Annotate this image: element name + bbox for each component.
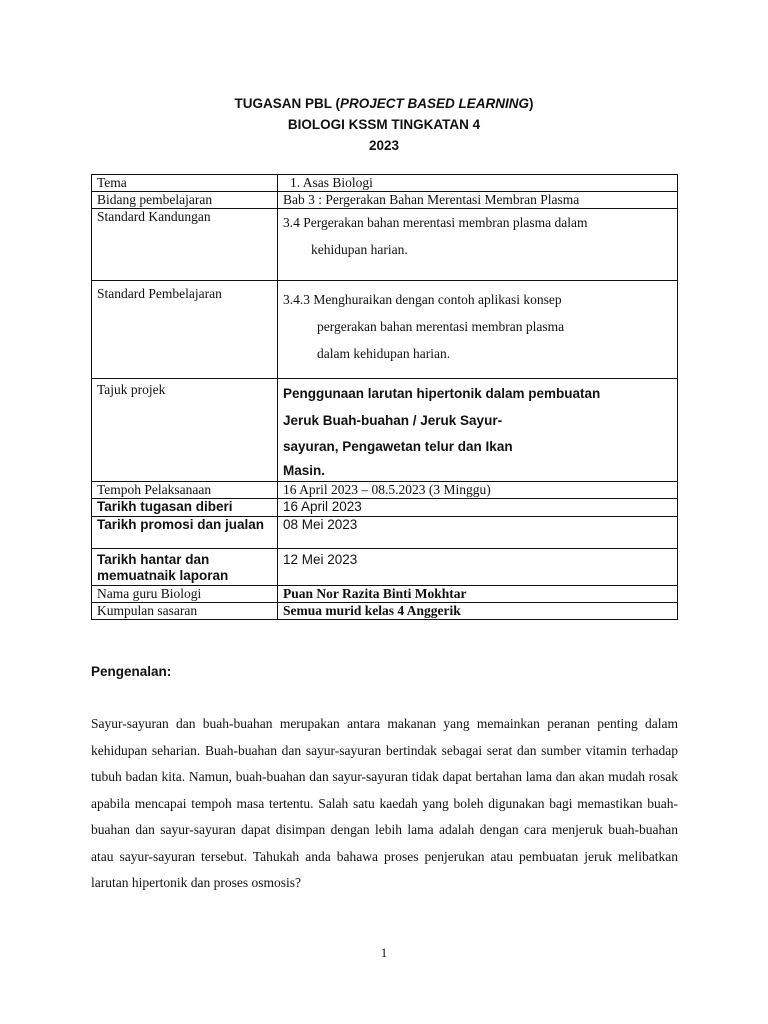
table-row-tajuk bbox=[92, 379, 678, 482]
header-title: TUGASAN PBL (PROJECT BASED LEARNING) bbox=[234, 96, 534, 111]
header-year: 2023 bbox=[368, 138, 400, 153]
tempoh-value: 16 April 2023 – 08.5.2023 (3 Minggu) bbox=[278, 481, 678, 498]
tajuk-label: Tajuk projek bbox=[92, 379, 278, 482]
intro-paragraph: Sayur-sayuran dan buah-buahan merupakan antara makanan yang memainkan peranan penting dalam kehidupan seharian. Buah-buahan dan sayur-sayuran bertindak sebagai serat dan sumber vitamin terhadap tubuh badan kita. Namun, buah-buahan dan sayur-sayuran tidak dapat bertahan lama dan akan mudah rosak apabila mencapai tempoh masa tertentu. Salah satu kaedah yang boleh digunakan bagi memastikan buah-buahan dan sayur-sayuran dapat disimpan dengan lebih lama adalah dengan cara menjeruk buah-buahan atau sayur-sayuran tersebut. Tahukah anda bahawa proses penjerukan atau pembuatan jeruk melibatkan larutan hipertonik dan proses osmosis? bbox=[91, 716, 678, 890]
header-subject: BIOLOGI KSSM TINGKATAN 4 bbox=[287, 117, 481, 132]
tarikh-diberi-label: Tarikh tugasan diberi bbox=[92, 498, 278, 516]
tarikh-hantar-label: Tarikh hantar dan memuatnaik laporan bbox=[92, 548, 278, 585]
table-row-tarikh-diberi bbox=[92, 498, 678, 516]
kumpulan-value: Semua murid kelas 4 Anggerik bbox=[278, 602, 678, 619]
bidang-label: Bidang pembelajaran bbox=[92, 192, 278, 209]
table-row-tempoh bbox=[92, 481, 678, 498]
table-row-standard-pembelajaran bbox=[92, 281, 678, 379]
table-row-tarikh-promosi bbox=[92, 516, 678, 548]
table-row-standard-kandungan bbox=[92, 209, 678, 281]
page-number: 1 bbox=[380, 945, 388, 960]
tema-value: 1. Asas Biologi bbox=[278, 175, 678, 192]
tajuk-value: Penggunaan larutan hipertonik dalam pembuatan Jeruk Buah-buahan / Jeruk Sayur- sayuran, Pengawetan telur dan Ikan Masin. bbox=[278, 379, 678, 482]
standard-kandungan-value: 3.4 Pergerakan bahan merentasi membran plasma dalam kehidupan harian. bbox=[278, 209, 678, 281]
intro-heading: Pengenalan: bbox=[91, 664, 172, 679]
document-header bbox=[0, 93, 768, 156]
standard-pembelajaran-label: Standard Pembelajaran bbox=[92, 281, 278, 379]
bidang-value: Bab 3 : Pergerakan Bahan Merentasi Membran Plasma bbox=[278, 192, 678, 209]
table-row-kumpulan bbox=[92, 602, 678, 619]
tarikh-diberi-value: 16 April 2023 bbox=[278, 498, 678, 516]
guru-label: Nama guru Biologi bbox=[92, 585, 278, 602]
kumpulan-label: Kumpulan sasaran bbox=[92, 602, 278, 619]
table-row-tema bbox=[92, 175, 678, 192]
guru-value: Puan Nor Razita Binti Mokhtar bbox=[278, 585, 678, 602]
standard-pembelajaran-value: 3.4.3 Menghuraikan dengan contoh aplikasi konsep pergerakan bahan merentasi membran plasma dalam kehidupan harian. bbox=[278, 281, 678, 379]
table-row-guru bbox=[92, 585, 678, 602]
standard-kandungan-label: Standard Kandungan bbox=[92, 209, 278, 281]
tarikh-promosi-value: 08 Mei 2023 bbox=[278, 516, 678, 548]
tempoh-label: Tempoh Pelaksanaan bbox=[92, 481, 278, 498]
tarikh-promosi-label: Tarikh promosi dan jualan bbox=[92, 516, 278, 548]
tarikh-hantar-value: 12 Mei 2023 bbox=[278, 548, 678, 585]
table-row-bidang bbox=[92, 192, 678, 209]
table-row-tarikh-hantar bbox=[92, 548, 678, 585]
tema-label: Tema bbox=[92, 175, 278, 192]
project-info-table bbox=[91, 174, 678, 620]
